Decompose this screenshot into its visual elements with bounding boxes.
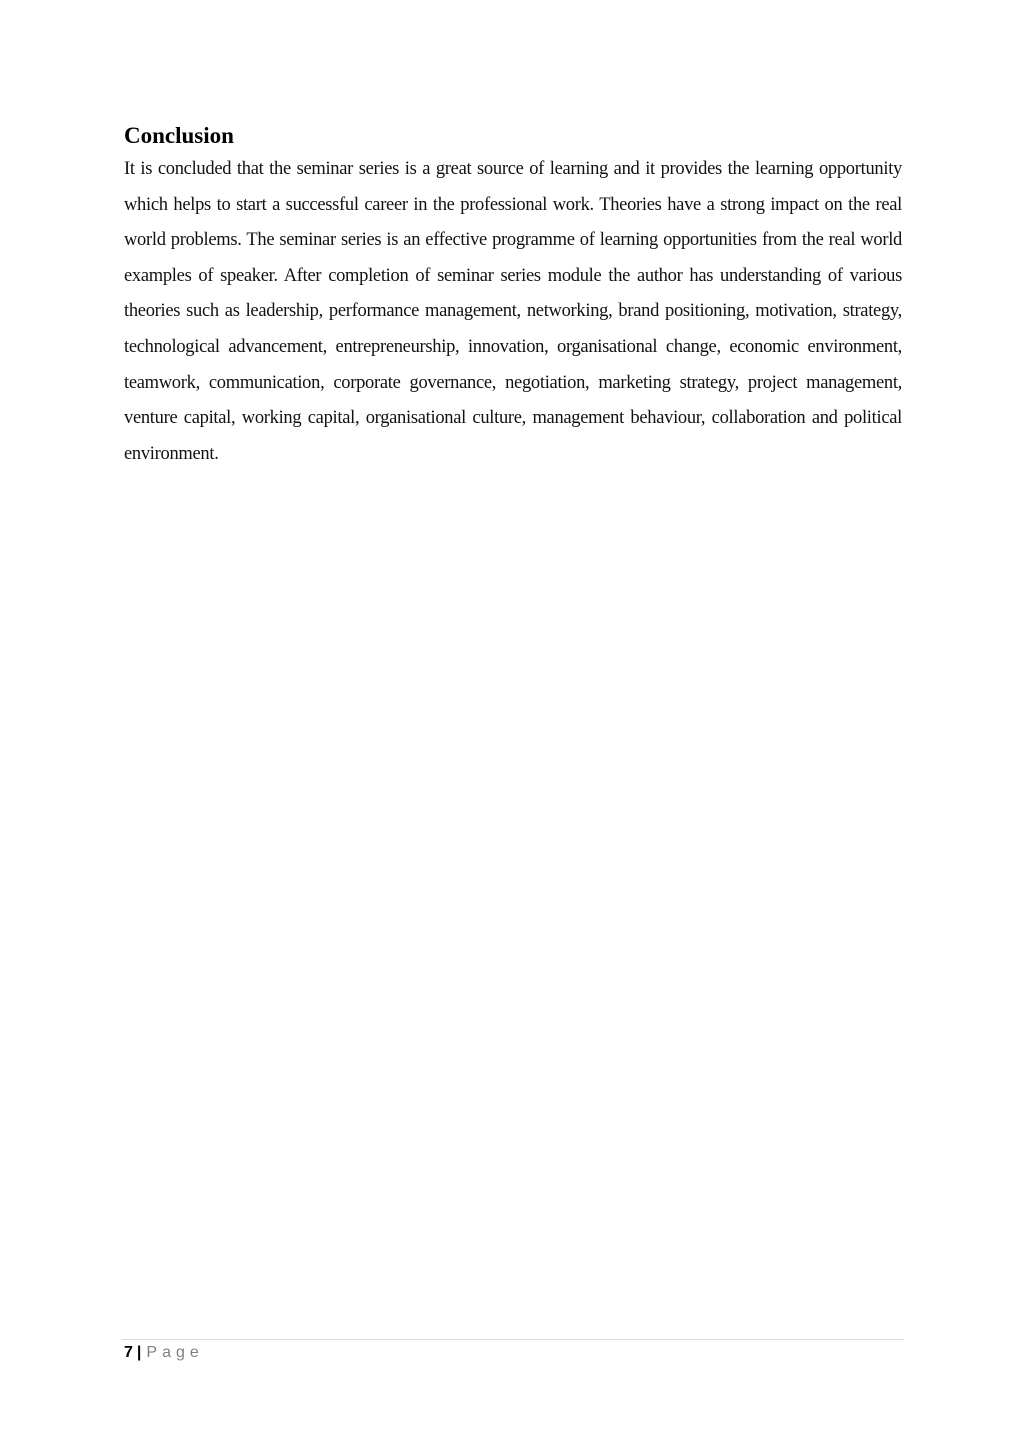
conclusion-paragraph: It is concluded that the seminar series is a great source of learning and it provides the learning opportunity which helps to start a successful career in the professional work. Theories have a strong impact on the real world problems. The seminar series is an effective programme of learning opportunities from the real world examples of speaker. After completion of seminar series module the author has understanding of various theories such as leadership, performance management, networking, brand positioning, motivation, strategy, technological advancement, entrepreneurship, innovation, organisational change, economic environment, teamwork, communication, corporate governance, negotiation, marketing strategy, project management, venture capital, working capital, organisational culture, management behaviour, collaboration and political environment. <box>124 159 902 464</box>
footer-divider <box>122 1339 904 1340</box>
page-footer <box>124 1342 204 1364</box>
content-area <box>124 120 902 472</box>
page-label: Page <box>146 1344 204 1361</box>
footer-separator: | <box>136 1344 142 1361</box>
section-heading: Conclusion <box>124 123 234 148</box>
page-number: 7 <box>124 1344 133 1361</box>
